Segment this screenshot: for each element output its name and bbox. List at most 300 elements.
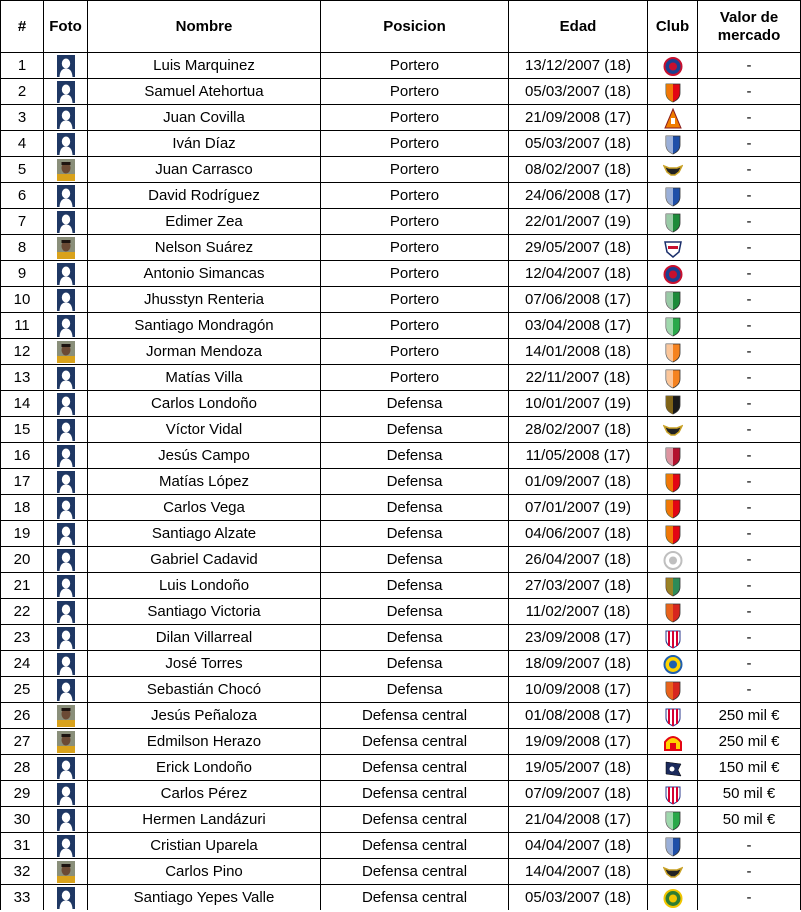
player-name: Jesús Campo — [88, 443, 321, 469]
table-row — [1, 547, 801, 573]
player-photo-cell — [44, 313, 88, 339]
placeholder-silhouette-icon — [57, 835, 75, 857]
player-photo-cell — [44, 677, 88, 703]
player-birthdate-age: 29/05/2007 (18) — [509, 235, 648, 261]
player-number: 28 — [1, 755, 44, 781]
player-number: 7 — [1, 209, 44, 235]
green-shield-crest-icon — [663, 212, 683, 233]
table-row — [1, 469, 801, 495]
table-row — [1, 261, 801, 287]
placeholder-silhouette-icon — [57, 471, 75, 493]
placeholder-silhouette-icon — [57, 419, 75, 441]
player-birthdate-age: 07/06/2008 (17) — [509, 287, 648, 313]
navy-pennant-crest-icon — [663, 758, 683, 779]
player-birthdate-age: 08/02/2007 (18) — [509, 157, 648, 183]
player-birthdate-age: 01/09/2007 (18) — [509, 469, 648, 495]
player-photo-cell — [44, 755, 88, 781]
player-market-value: - — [698, 885, 801, 911]
player-photo-icon — [57, 731, 75, 753]
player-number: 11 — [1, 313, 44, 339]
player-market-value: - — [698, 313, 801, 339]
player-market-value: - — [698, 183, 801, 209]
table-row — [1, 53, 801, 79]
player-position: Defensa — [321, 547, 509, 573]
player-birthdate-age: 11/05/2008 (17) — [509, 443, 648, 469]
placeholder-silhouette-icon — [57, 185, 75, 207]
player-photo-cell — [44, 547, 88, 573]
player-market-value: - — [698, 287, 801, 313]
player-market-value: 250 mil € — [698, 729, 801, 755]
player-position: Defensa — [321, 651, 509, 677]
player-market-value: - — [698, 651, 801, 677]
player-market-value: - — [698, 417, 801, 443]
placeholder-silhouette-icon — [57, 315, 75, 337]
player-position: Portero — [321, 209, 509, 235]
player-photo-cell — [44, 287, 88, 313]
table-row — [1, 703, 801, 729]
player-position: Defensa central — [321, 703, 509, 729]
header-position: Posicion — [321, 1, 509, 53]
player-number: 10 — [1, 287, 44, 313]
blue-shield-crest-icon — [663, 134, 683, 155]
player-photo-cell — [44, 703, 88, 729]
table-row — [1, 859, 801, 885]
placeholder-silhouette-icon — [57, 55, 75, 77]
player-name: Santiago Victoria — [88, 599, 321, 625]
placeholder-silhouette-icon — [57, 887, 75, 909]
roster-body — [1, 53, 801, 911]
player-club-cell — [648, 521, 698, 547]
table-row — [1, 729, 801, 755]
player-market-value: - — [698, 677, 801, 703]
player-birthdate-age: 14/04/2007 (18) — [509, 859, 648, 885]
player-photo-cell — [44, 625, 88, 651]
table-row — [1, 677, 801, 703]
table-row — [1, 417, 801, 443]
player-name: Santiago Mondragón — [88, 313, 321, 339]
player-photo-cell — [44, 391, 88, 417]
player-name: Carlos Londoño — [88, 391, 321, 417]
player-number: 23 — [1, 625, 44, 651]
player-club-cell — [648, 105, 698, 131]
placeholder-silhouette-icon — [57, 757, 75, 779]
player-name: José Torres — [88, 651, 321, 677]
player-position: Portero — [321, 287, 509, 313]
player-market-value: - — [698, 625, 801, 651]
header-name: Nombre — [88, 1, 321, 53]
placeholder-silhouette-icon — [57, 575, 75, 597]
table-row — [1, 183, 801, 209]
placeholder-silhouette-icon — [57, 445, 75, 467]
orange-shield-crest-icon — [663, 342, 683, 363]
player-club-cell — [648, 287, 698, 313]
gray-ball-crest-icon — [663, 550, 683, 571]
player-club-cell — [648, 469, 698, 495]
player-market-value: - — [698, 599, 801, 625]
player-photo-cell — [44, 53, 88, 79]
player-number: 1 — [1, 53, 44, 79]
player-name: Jhusstyn Renteria — [88, 287, 321, 313]
placeholder-silhouette-icon — [57, 653, 75, 675]
black-gold-bull-crest-icon — [663, 160, 683, 181]
player-club-cell — [648, 781, 698, 807]
red-yellow-crest-icon — [663, 732, 683, 753]
player-club-cell — [648, 807, 698, 833]
player-number: 4 — [1, 131, 44, 157]
player-name: Matías Villa — [88, 365, 321, 391]
player-photo-cell — [44, 885, 88, 911]
player-birthdate-age: 07/01/2007 (19) — [509, 495, 648, 521]
player-club-cell — [648, 391, 698, 417]
player-birthdate-age: 03/04/2008 (17) — [509, 313, 648, 339]
player-number: 22 — [1, 599, 44, 625]
player-number: 2 — [1, 79, 44, 105]
player-photo-cell — [44, 183, 88, 209]
player-number: 8 — [1, 235, 44, 261]
green-white-crest-icon — [663, 810, 683, 831]
player-name: Erick Londoño — [88, 755, 321, 781]
player-photo-cell — [44, 729, 88, 755]
player-name: Sebastián Chocó — [88, 677, 321, 703]
player-position: Portero — [321, 339, 509, 365]
player-photo-icon — [57, 341, 75, 363]
header-row — [1, 1, 801, 53]
player-market-value: - — [698, 209, 801, 235]
player-name: Dilan Villarreal — [88, 625, 321, 651]
placeholder-silhouette-icon — [57, 107, 75, 129]
player-number: 3 — [1, 105, 44, 131]
player-club-cell — [648, 495, 698, 521]
player-number: 19 — [1, 521, 44, 547]
player-photo-cell — [44, 651, 88, 677]
player-club-cell — [648, 53, 698, 79]
player-name: Jorman Mendoza — [88, 339, 321, 365]
player-position: Defensa central — [321, 781, 509, 807]
player-photo-cell — [44, 131, 88, 157]
player-birthdate-age: 05/03/2007 (18) — [509, 131, 648, 157]
player-market-value: 50 mil € — [698, 807, 801, 833]
player-name: Antonio Simancas — [88, 261, 321, 287]
player-market-value: - — [698, 521, 801, 547]
player-birthdate-age: 05/03/2007 (18) — [509, 885, 648, 911]
player-birthdate-age: 19/05/2007 (18) — [509, 755, 648, 781]
player-photo-cell — [44, 599, 88, 625]
placeholder-silhouette-icon — [57, 627, 75, 649]
player-market-value: 50 mil € — [698, 781, 801, 807]
player-number: 25 — [1, 677, 44, 703]
player-position: Defensa — [321, 521, 509, 547]
player-birthdate-age: 14/01/2008 (18) — [509, 339, 648, 365]
player-market-value: - — [698, 365, 801, 391]
player-birthdate-age: 26/04/2007 (18) — [509, 547, 648, 573]
table-row — [1, 313, 801, 339]
player-market-value: - — [698, 131, 801, 157]
player-photo-icon — [57, 861, 75, 883]
player-photo-cell — [44, 495, 88, 521]
player-club-cell — [648, 625, 698, 651]
player-position: Defensa — [321, 391, 509, 417]
player-name: Jesús Peñaloza — [88, 703, 321, 729]
player-club-cell — [648, 313, 698, 339]
red-orange-shield-crest-icon — [663, 680, 683, 701]
player-number: 27 — [1, 729, 44, 755]
player-photo-cell — [44, 365, 88, 391]
player-name: Luis Londoño — [88, 573, 321, 599]
player-number: 21 — [1, 573, 44, 599]
player-market-value: - — [698, 573, 801, 599]
player-name: Víctor Vidal — [88, 417, 321, 443]
player-position: Defensa central — [321, 885, 509, 911]
table-row — [1, 573, 801, 599]
player-club-cell — [648, 261, 698, 287]
player-birthdate-age: 04/06/2007 (18) — [509, 521, 648, 547]
player-name: Matías López — [88, 469, 321, 495]
orange-shield-crest-icon — [663, 368, 683, 389]
player-photo-cell — [44, 261, 88, 287]
player-position: Defensa — [321, 417, 509, 443]
player-number: 12 — [1, 339, 44, 365]
player-club-cell — [648, 79, 698, 105]
player-photo-cell — [44, 79, 88, 105]
player-position: Defensa central — [321, 755, 509, 781]
player-number: 15 — [1, 417, 44, 443]
player-name: Edmilson Herazo — [88, 729, 321, 755]
header-number: # — [1, 1, 44, 53]
player-birthdate-age: 13/12/2007 (18) — [509, 53, 648, 79]
player-name: David Rodríguez — [88, 183, 321, 209]
placeholder-silhouette-icon — [57, 601, 75, 623]
header-market-value: Valor de mercado — [698, 1, 801, 53]
header-age: Edad — [509, 1, 648, 53]
player-name: Juan Covilla — [88, 105, 321, 131]
red-yellow-shield-crest-icon — [663, 472, 683, 493]
blue-shield-crest-icon — [663, 186, 683, 207]
red-yellow-shield-crest-icon — [663, 524, 683, 545]
green-white-crest-icon — [663, 316, 683, 337]
player-name: Gabriel Cadavid — [88, 547, 321, 573]
player-number: 6 — [1, 183, 44, 209]
player-birthdate-age: 23/09/2008 (17) — [509, 625, 648, 651]
player-club-cell — [648, 365, 698, 391]
player-market-value: 150 mil € — [698, 755, 801, 781]
black-gold-bull-crest-icon — [663, 420, 683, 441]
table-row — [1, 79, 801, 105]
player-number: 9 — [1, 261, 44, 287]
table-row — [1, 599, 801, 625]
round-red-blue-crest-icon — [663, 56, 683, 77]
red-blue-striped-crest-icon — [663, 628, 683, 649]
table-row — [1, 235, 801, 261]
player-market-value: - — [698, 547, 801, 573]
player-position: Portero — [321, 235, 509, 261]
player-birthdate-age: 19/09/2008 (17) — [509, 729, 648, 755]
player-photo-cell — [44, 235, 88, 261]
player-photo-cell — [44, 859, 88, 885]
table-row — [1, 365, 801, 391]
player-name: Iván Díaz — [88, 131, 321, 157]
table-row — [1, 443, 801, 469]
player-market-value: - — [698, 469, 801, 495]
player-number: 14 — [1, 391, 44, 417]
table-row — [1, 833, 801, 859]
black-gold-shield-crest-icon — [663, 394, 683, 415]
player-position: Defensa — [321, 599, 509, 625]
table-row — [1, 781, 801, 807]
placeholder-silhouette-icon — [57, 393, 75, 415]
table-row — [1, 807, 801, 833]
player-number: 31 — [1, 833, 44, 859]
player-name: Nelson Suárez — [88, 235, 321, 261]
player-number: 24 — [1, 651, 44, 677]
player-position: Defensa central — [321, 807, 509, 833]
pointed-orange-crest-icon — [663, 108, 683, 129]
player-name: Santiago Yepes Valle — [88, 885, 321, 911]
player-photo-cell — [44, 573, 88, 599]
player-market-value: - — [698, 53, 801, 79]
player-birthdate-age: 21/04/2008 (17) — [509, 807, 648, 833]
player-birthdate-age: 21/09/2008 (17) — [509, 105, 648, 131]
header-photo: Foto — [44, 1, 88, 53]
table-row — [1, 651, 801, 677]
player-club-cell — [648, 885, 698, 911]
player-number: 17 — [1, 469, 44, 495]
table-row — [1, 625, 801, 651]
player-club-cell — [648, 599, 698, 625]
player-birthdate-age: 22/01/2007 (19) — [509, 209, 648, 235]
red-orange-shield-crest-icon — [663, 602, 683, 623]
player-birthdate-age: 22/11/2007 (18) — [509, 365, 648, 391]
placeholder-silhouette-icon — [57, 81, 75, 103]
blue-shield-crest-icon — [663, 836, 683, 857]
player-photo-cell — [44, 833, 88, 859]
player-position: Defensa — [321, 469, 509, 495]
player-position: Defensa central — [321, 729, 509, 755]
player-birthdate-age: 11/02/2007 (18) — [509, 599, 648, 625]
table-row — [1, 209, 801, 235]
table-row — [1, 157, 801, 183]
player-photo-cell — [44, 157, 88, 183]
player-photo-cell — [44, 443, 88, 469]
table-row — [1, 521, 801, 547]
red-blue-wing-crest-icon — [663, 238, 683, 259]
player-number: 29 — [1, 781, 44, 807]
player-position: Defensa — [321, 443, 509, 469]
player-position: Defensa central — [321, 859, 509, 885]
placeholder-silhouette-icon — [57, 133, 75, 155]
player-club-cell — [648, 677, 698, 703]
player-club-cell — [648, 703, 698, 729]
player-birthdate-age: 01/08/2008 (17) — [509, 703, 648, 729]
player-position: Defensa — [321, 625, 509, 651]
player-birthdate-age: 24/06/2008 (17) — [509, 183, 648, 209]
green-shield-crest-icon — [663, 290, 683, 311]
player-birthdate-age: 12/04/2007 (18) — [509, 261, 648, 287]
player-club-cell — [648, 859, 698, 885]
green-orange-crest-icon — [663, 576, 683, 597]
red-yellow-shield-crest-icon — [663, 498, 683, 519]
player-position: Portero — [321, 365, 509, 391]
player-photo-cell — [44, 807, 88, 833]
player-market-value: - — [698, 105, 801, 131]
player-photo-icon — [57, 705, 75, 727]
player-photo-cell — [44, 209, 88, 235]
player-club-cell — [648, 235, 698, 261]
player-photo-icon — [57, 159, 75, 181]
player-number: 13 — [1, 365, 44, 391]
player-position: Portero — [321, 53, 509, 79]
player-club-cell — [648, 183, 698, 209]
player-number: 18 — [1, 495, 44, 521]
player-photo-cell — [44, 521, 88, 547]
player-birthdate-age: 07/09/2007 (18) — [509, 781, 648, 807]
placeholder-silhouette-icon — [57, 523, 75, 545]
player-market-value: - — [698, 79, 801, 105]
player-market-value: - — [698, 833, 801, 859]
player-name: Carlos Pérez — [88, 781, 321, 807]
round-red-blue-crest-icon — [663, 264, 683, 285]
placeholder-silhouette-icon — [57, 263, 75, 285]
red-blue-striped-crest-icon — [663, 706, 683, 727]
player-name: Carlos Vega — [88, 495, 321, 521]
player-club-cell — [648, 417, 698, 443]
player-birthdate-age: 28/02/2007 (18) — [509, 417, 648, 443]
player-market-value: - — [698, 495, 801, 521]
player-market-value: - — [698, 443, 801, 469]
player-number: 26 — [1, 703, 44, 729]
player-position: Portero — [321, 131, 509, 157]
player-name: Luis Marquinez — [88, 53, 321, 79]
player-birthdate-age: 05/03/2007 (18) — [509, 79, 648, 105]
player-market-value: - — [698, 261, 801, 287]
player-position: Defensa central — [321, 833, 509, 859]
player-name: Samuel Atehortua — [88, 79, 321, 105]
player-club-cell — [648, 209, 698, 235]
red-blue-striped-crest-icon — [663, 784, 683, 805]
player-birthdate-age: 10/09/2008 (17) — [509, 677, 648, 703]
player-club-cell — [648, 755, 698, 781]
placeholder-silhouette-icon — [57, 809, 75, 831]
player-position: Portero — [321, 261, 509, 287]
player-position: Defensa — [321, 495, 509, 521]
player-club-cell — [648, 157, 698, 183]
placeholder-silhouette-icon — [57, 289, 75, 311]
player-photo-cell — [44, 417, 88, 443]
player-club-cell — [648, 443, 698, 469]
table-row — [1, 885, 801, 911]
player-name: Juan Carrasco — [88, 157, 321, 183]
player-photo-cell — [44, 105, 88, 131]
yellow-green-round-crest-icon — [663, 888, 683, 909]
player-position: Defensa — [321, 573, 509, 599]
player-market-value: - — [698, 859, 801, 885]
table-row — [1, 495, 801, 521]
player-birthdate-age: 27/03/2007 (18) — [509, 573, 648, 599]
placeholder-silhouette-icon — [57, 211, 75, 233]
table-row — [1, 391, 801, 417]
player-name: Hermen Landázuri — [88, 807, 321, 833]
player-photo-cell — [44, 781, 88, 807]
player-number: 16 — [1, 443, 44, 469]
player-market-value: - — [698, 235, 801, 261]
player-club-cell — [648, 833, 698, 859]
player-club-cell — [648, 339, 698, 365]
player-number: 32 — [1, 859, 44, 885]
table-row — [1, 131, 801, 157]
player-club-cell — [648, 573, 698, 599]
player-photo-cell — [44, 469, 88, 495]
player-market-value: - — [698, 339, 801, 365]
red-white-shield-crest-icon — [663, 446, 683, 467]
